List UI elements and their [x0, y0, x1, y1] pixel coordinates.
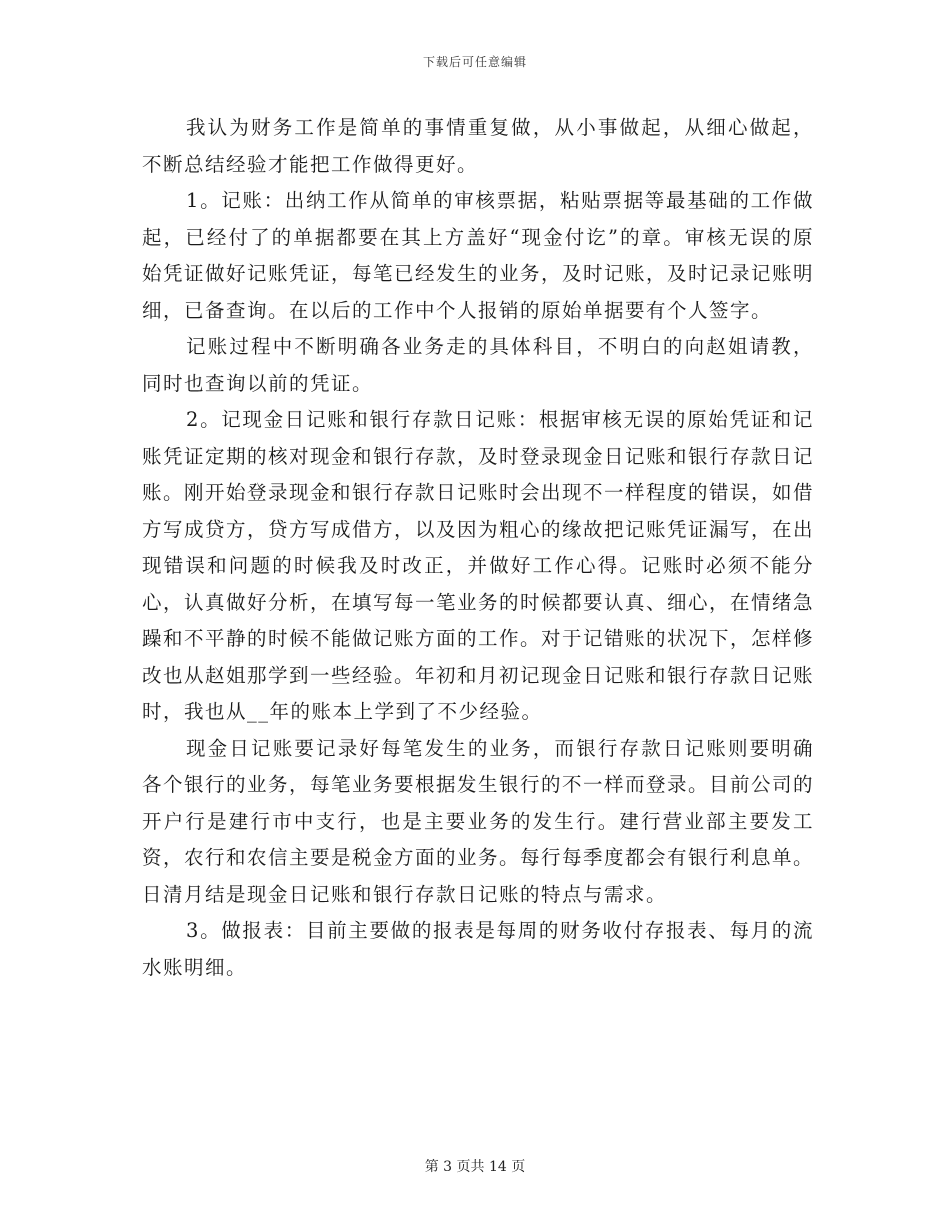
paragraph: 2。记现金日记账和银行存款日记账：根据审核无误的原始凭证和记账凭证定期的核对现金和银行存款，及时登录现金日记账和银行存款日记账。刚开始登录现金和银行存款日记账时会出现不一样程度的错误，如借方写成贷方，贷方写成借方，以及因为粗心的缘故把记账凭证漏写，在出现错误和问题的时候我及时改正，并做好工作心得。记账时必须不能分心，认真做好分析，在填写每一笔业务的时候都要认真、细心，在情绪急躁和不平静的时候不能做记账方面的工作。对于记错账的状况下，怎样修改也从赵姐那学到一些经验。年初和月初记现金日记账和银行存款日记账时，我也从__年的账本上学到了不少经验。 [142, 408, 815, 723]
paragraph: 1。记账：出纳工作从简单的审核票据，粘贴票据等最基础的工作做起，已经付了的单据都要在其上方盖好“现金付讫”的章。审核无误的原始凭证做好记账凭证，每笔已经发生的业务，及时记账，及时记录记账明细，已备查询。在以后的工作中个人报销的原始单据要有个人签字。 [142, 189, 815, 322]
page-header: 下载后可任意编辑 [422, 55, 527, 69]
paragraph: 现金日记账要记录好每笔发生的业务，而银行存款日记账则要明确各个银行的业务，每笔业务要根据发生银行的不一样而登录。目前公司的开户行是建行市中支行，也是主要业务的发生行。建行营业部主要发工资，农行和农信主要是税金方面的业务。每行每季度都会有银行利息单。日清月结是现金日记账和银行存款日记账的特点与需求。 [142, 736, 815, 906]
paragraph: 我认为财务工作是简单的事情重复做，从小事做起，从细心做起，不断总结经验才能把工作做得更好。 [142, 116, 814, 176]
document-body [142, 110, 814, 986]
paragraph: 记账过程中不断明确各业务走的具体科目，不明白的向赵姐请教，同时也查询以前的凭证。 [142, 335, 814, 395]
paragraph: 3。做报表：目前主要做的报表是每周的财务收付存报表、每月的流水账明细。 [142, 919, 814, 979]
page-footer: 第 3 页共 14 页 [424, 1159, 526, 1175]
